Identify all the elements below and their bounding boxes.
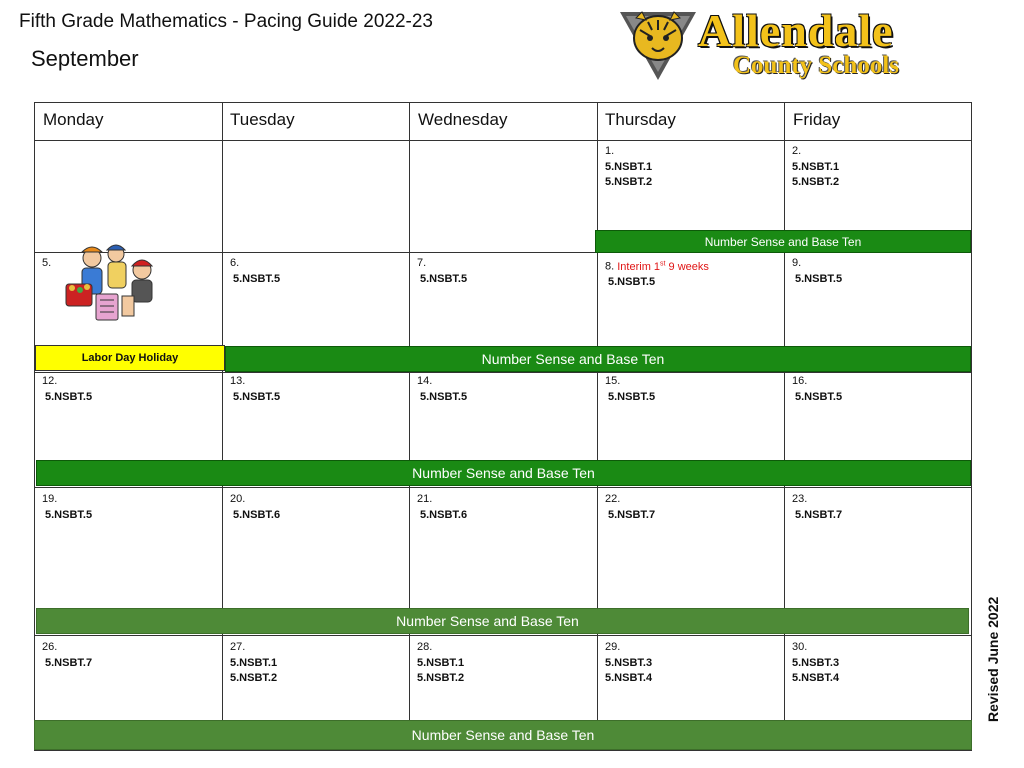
day-cell (42, 256, 51, 272)
day-number: 13. (230, 375, 246, 387)
standard-code: 5.NSBT.3 (792, 656, 840, 669)
day-cell (417, 640, 464, 687)
standard-code: 5.NSBT.1 (417, 656, 465, 669)
day-cell (230, 374, 280, 405)
day-cell (230, 492, 280, 523)
revision-note: Revised June 2022 (985, 596, 1001, 722)
day-cell (605, 256, 709, 291)
day-number: 7. (417, 257, 427, 269)
day-number: 9. (792, 257, 802, 269)
day-number: 16. (792, 375, 808, 387)
header-monday: Monday (43, 110, 104, 129)
day-number: 5. (42, 257, 52, 269)
day-number: 12. (42, 375, 58, 387)
standard-code: 5.NSBT.4 (792, 672, 840, 684)
school-logo (618, 5, 978, 84)
header-thursday: Thursday (605, 110, 676, 129)
day-cell (417, 492, 467, 523)
day-cell (230, 640, 277, 687)
standard-code: 5.NSBT.2 (605, 176, 653, 188)
interim-note: Interim 1st 9 weeks (617, 260, 709, 273)
day-number: 22. (605, 493, 621, 505)
day-number: 14. (417, 375, 433, 387)
month-title: September (31, 46, 139, 71)
day-cell (605, 144, 652, 191)
day-cell (792, 640, 839, 687)
standard-code: 5.NSBT.5 (233, 390, 281, 403)
day-number: 19. (42, 493, 58, 505)
day-cell (42, 640, 92, 671)
standard-code: 5.NSBT.5 (45, 390, 93, 403)
logo-subtitle: County Schools (733, 52, 900, 79)
day-cell (792, 256, 842, 287)
day-number: 1. (605, 145, 615, 157)
standard-code: 5.NSBT.7 (45, 656, 93, 669)
standard-code: 5.NSBT.5 (795, 390, 843, 403)
day-number: 8. (605, 260, 615, 273)
standard-code: 5.NSBT.2 (417, 672, 465, 684)
unit-bar: Number Sense and Base Ten (595, 230, 971, 253)
day-cell (605, 640, 652, 687)
standard-code: 5.NSBT.7 (795, 508, 843, 521)
day-number: 29. (605, 641, 621, 653)
day-cell (792, 374, 842, 405)
day-number: 27. (230, 641, 246, 653)
day-cell (792, 492, 842, 523)
standard-code: 5.NSBT.6 (420, 508, 468, 521)
standard-code: 5.NSBT.5 (608, 390, 656, 403)
day-number: 23. (792, 493, 808, 505)
day-number: 28. (417, 641, 433, 653)
day-cell (230, 256, 280, 287)
day-number: 26. (42, 641, 58, 653)
standard-code: 5.NSBT.2 (230, 672, 278, 684)
logo-wordmark: Allendale (698, 5, 894, 56)
standard-code: 5.NSBT.1 (230, 656, 278, 669)
standard-code: 5.NSBT.6 (233, 508, 281, 521)
standard-code: 5.NSBT.5 (233, 272, 281, 285)
standard-code: 5.NSBT.5 (795, 272, 843, 285)
header-tuesday: Tuesday (230, 110, 295, 129)
header-friday: Friday (793, 110, 841, 129)
labor-day-workers-clipart (62, 240, 158, 326)
standard-code: 5.NSBT.7 (608, 508, 656, 521)
standard-code: 5.NSBT.5 (45, 508, 93, 521)
standard-code: 5.NSBT.1 (605, 160, 653, 173)
unit-bar: Number Sense and Base Ten (34, 720, 972, 750)
day-number: 20. (230, 493, 246, 505)
standard-code: 5.NSBT.4 (605, 672, 653, 684)
header-wednesday: Wednesday (418, 110, 508, 129)
day-cell (42, 492, 92, 523)
unit-bar: Number Sense and Base Ten (36, 460, 971, 486)
day-cell (417, 256, 467, 287)
day-number: 6. (230, 257, 240, 269)
day-number: 21. (417, 493, 433, 505)
day-cell (417, 374, 467, 405)
standard-code: 5.NSBT.2 (792, 176, 840, 188)
standard-code: 5.NSBT.5 (608, 276, 656, 289)
day-cell (42, 374, 92, 405)
day-number: 30. (792, 641, 808, 653)
day-number: 2. (792, 145, 802, 157)
tiger-mascot-icon (618, 8, 698, 84)
standard-code: 5.NSBT.5 (420, 272, 468, 285)
unit-bar: Number Sense and Base Ten (36, 608, 969, 634)
standard-code: 5.NSBT.1 (792, 160, 840, 173)
day-number: 15. (605, 375, 621, 387)
standard-code: 5.NSBT.5 (420, 390, 468, 403)
page-title: Fifth Grade Mathematics - Pacing Guide 2022-23 (19, 11, 433, 32)
standard-code: 5.NSBT.3 (605, 656, 653, 669)
day-cell (605, 374, 655, 405)
labor-day-holiday-label: Labor Day Holiday (35, 345, 225, 371)
day-cell (792, 144, 839, 191)
unit-bar: Number Sense and Base Ten (225, 346, 971, 372)
day-cell (605, 492, 655, 523)
